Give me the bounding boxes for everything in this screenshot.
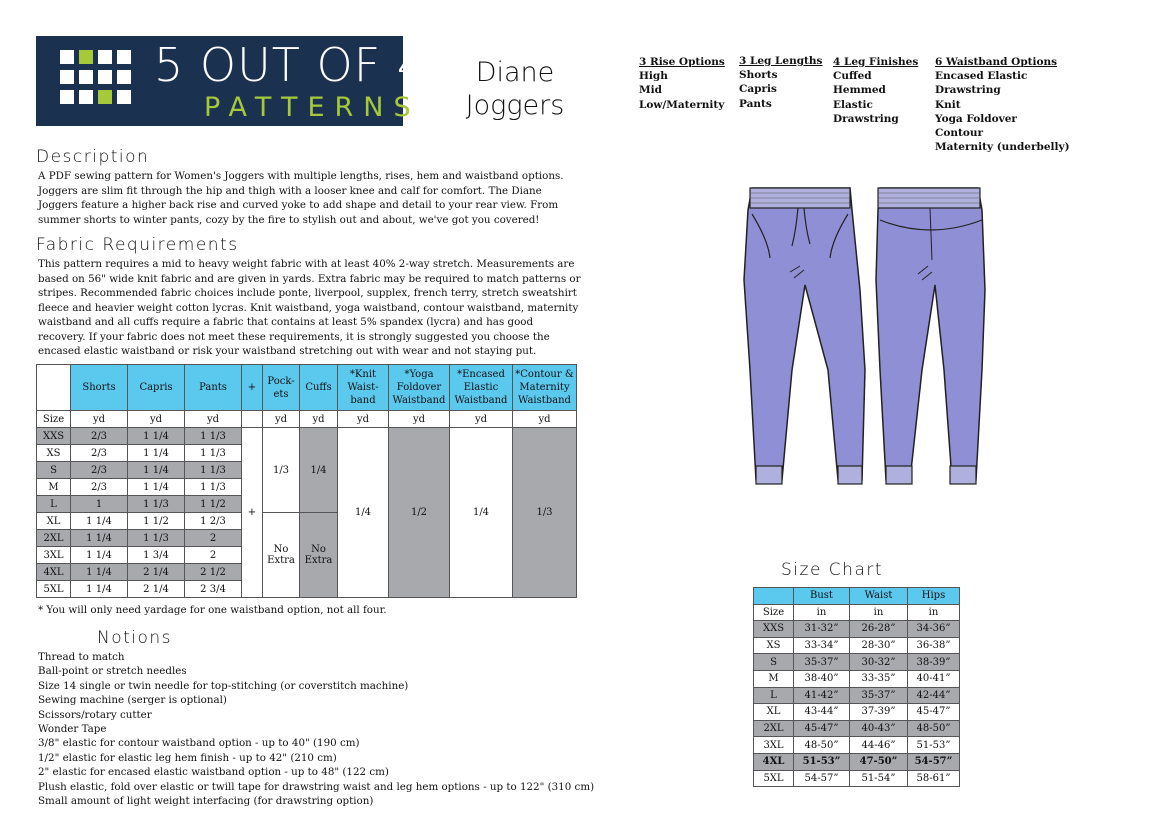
notions-list (38, 650, 594, 808)
unit-cell: yd (263, 411, 300, 428)
size-chart-cell: 4XL (754, 753, 794, 770)
shorts-cell: 1 1/4 (71, 530, 128, 547)
size-chart-cell: 51-54” (850, 770, 908, 787)
table-row (754, 753, 960, 770)
logo-square (117, 90, 131, 104)
shorts-cell: 1 1/4 (71, 547, 128, 564)
col-header: *Yoga Foldover Waistband (389, 365, 450, 411)
option-item: Encased Elastic (935, 70, 1028, 83)
description-text: A PDF sewing pattern for Women's Joggers with multiple lengths, rises, hem and waistband options. Joggers are slim fit through the hip and thigh with a looser knee and calf for comfort. The Diane Joggers feature a higher back rise and curved yoke to add shape and detail to your rear view. From summer shorts to winter pants, cozy by the fire to stylish out and about, we've got you covered! (38, 170, 564, 226)
size-chart-cell: XL (754, 704, 794, 721)
option-item: Knit (935, 98, 961, 111)
notion-item: 1/2" elastic for elastic leg hem finish - up to 42" (210 cm) (38, 751, 337, 764)
size-chart-cell: 5XL (754, 770, 794, 787)
size-chart-cell: 35-37” (850, 687, 908, 704)
cuffs-small-cell: 1/4 (300, 428, 338, 513)
logo-square (79, 90, 93, 104)
unit-cell: yd (513, 411, 577, 428)
logo-square (117, 70, 131, 84)
pants-cell: 1 1/3 (185, 479, 242, 496)
size-cell: L (37, 496, 71, 513)
size-chart-header (754, 588, 794, 605)
size-chart-cell: 2XL (754, 720, 794, 737)
option-item: Cuffed (833, 70, 872, 83)
table-row (754, 621, 960, 638)
col-header: Shorts (71, 365, 128, 411)
table-row (754, 704, 960, 721)
pants-cell: 1 1/3 (185, 445, 242, 462)
size-cell: XXS (37, 428, 71, 445)
size-chart-cell: 38-39” (908, 654, 960, 671)
unit-cell: yd (71, 411, 128, 428)
size-chart-cell: 58-61” (908, 770, 960, 787)
shorts-cell: 2/3 (71, 479, 128, 496)
col-header: Cuffs (300, 365, 338, 411)
size-chart-cell: 37-39” (850, 704, 908, 721)
option-item: Drawstring (935, 84, 1001, 97)
brand-logo (36, 36, 428, 126)
size-chart-cell: 40-43” (850, 720, 908, 737)
logo-square (79, 70, 93, 84)
rise-options-heading: 3 Rise Options (639, 56, 725, 68)
size-chart-cell: 40-41” (908, 670, 960, 687)
size-chart-header: Hips (908, 588, 960, 605)
plus-cell: + (242, 428, 263, 598)
knit-waistband-cell: 1/4 (338, 428, 389, 598)
size-chart-cell: 45-47” (908, 704, 960, 721)
unit-cell: yd (185, 411, 242, 428)
size-cell: M (37, 479, 71, 496)
shorts-cell: 1 1/4 (71, 564, 128, 581)
size-cell: 3XL (37, 547, 71, 564)
pockets-large-cell: No Extra (263, 513, 300, 598)
size-cell: S (37, 462, 71, 479)
notion-item: 2" elastic for encased elastic waistband option - up to 48" (122 cm) (38, 766, 389, 779)
contour-waistband-cell: 1/3 (513, 428, 577, 598)
notion-item: 3/8" elastic for contour waistband option - up to 40" (190 cm) (38, 737, 360, 750)
size-chart-cell: 48-50” (794, 737, 850, 754)
notion-item: Thread to match (38, 651, 125, 663)
size-chart-cell: 33-35” (850, 670, 908, 687)
capris-cell: 1 1/4 (128, 428, 185, 445)
size-chart-cell: S (754, 654, 794, 671)
col-header: Pants (185, 365, 242, 411)
waistband-options (935, 55, 1070, 154)
table-row (754, 737, 960, 754)
unit-cell: yd (389, 411, 450, 428)
size-chart-cell: 42-44” (908, 687, 960, 704)
option-item: Yoga Foldover (935, 112, 1017, 125)
capris-cell: 1 1/3 (128, 496, 185, 513)
capris-cell: 1 1/3 (128, 530, 185, 547)
table-row (754, 687, 960, 704)
description-heading: Description (36, 147, 150, 167)
size-chart-cell: XS (754, 637, 794, 654)
size-chart-cell: 43-44” (794, 704, 850, 721)
units-label: Size (37, 411, 71, 428)
size-chart-cell: 54-57” (794, 770, 850, 787)
capris-cell: 2 1/4 (128, 564, 185, 581)
leg-length-heading: 3 Leg Lengths (739, 55, 823, 67)
col-header: + (242, 365, 263, 411)
size-chart-cell: 44-46” (850, 737, 908, 754)
pants-cell: 1 2/3 (185, 513, 242, 530)
option-item: Low/Maternity (639, 98, 725, 111)
capris-cell: 1 1/4 (128, 462, 185, 479)
size-chart-cell: 47-50” (850, 753, 908, 770)
option-item: Hemmed (833, 84, 886, 97)
notion-item: Wonder Tape (38, 723, 107, 736)
size-chart-cell: 41-42” (794, 687, 850, 704)
pants-cell: 2 (185, 530, 242, 547)
pants-cell: 1 1/3 (185, 462, 242, 479)
unit-cell: yd (300, 411, 338, 428)
size-chart-cell: 51-53” (908, 737, 960, 754)
size-chart-header: Bust (794, 588, 850, 605)
logo-subtitle: PATTERNS (204, 92, 421, 123)
shorts-cell: 1 (71, 496, 128, 513)
notion-item: Sewing machine (serger is optional) (38, 694, 227, 707)
shorts-cell: 1 1/4 (71, 581, 128, 598)
back-view-pants (876, 188, 985, 484)
col-header: Pock-ets (263, 365, 300, 411)
option-item: Elastic (833, 98, 873, 111)
col-header: *Contour & Maternity Waistband (513, 365, 577, 411)
size-chart-cell: 28-30” (850, 637, 908, 654)
size-cell: XL (37, 513, 71, 530)
logo-square (79, 50, 93, 64)
fabric-table (36, 364, 577, 598)
capris-cell: 1 3/4 (128, 547, 185, 564)
size-cell: 5XL (37, 581, 71, 598)
logo-square (60, 70, 74, 84)
notions-heading: Notions (97, 628, 173, 648)
notion-item: Size 14 single or twin needle for top-stitching (or coverstitch machine) (38, 679, 409, 692)
size-chart-cell: 48-50” (908, 720, 960, 737)
unit-cell: yd (338, 411, 389, 428)
logo-square (117, 50, 131, 64)
unit-cell: yd (128, 411, 185, 428)
rise-options (639, 55, 725, 112)
option-item: Contour (935, 127, 984, 140)
notion-item: Scissors/rotary cutter (38, 708, 152, 721)
size-chart-table (753, 587, 960, 787)
pants-cell: 2 1/2 (185, 564, 242, 581)
size-chart-cell: 30-32” (850, 654, 908, 671)
size-chart-cell: 33-34” (794, 637, 850, 654)
size-chart-unit: in (794, 604, 850, 621)
leg-finish-options (833, 55, 918, 126)
option-item: High (639, 70, 668, 83)
shorts-cell: 2/3 (71, 428, 128, 445)
size-chart-cell: 26-28” (850, 621, 908, 638)
table-row (754, 770, 960, 787)
option-item: Maternity (underbelly) (935, 141, 1070, 154)
pants-cell: 1 1/3 (185, 428, 242, 445)
capris-cell: 1 1/4 (128, 445, 185, 462)
col-header: Capris (128, 365, 185, 411)
size-chart-cell: 54-57” (908, 753, 960, 770)
pants-cell: 1 1/2 (185, 496, 242, 513)
notion-item: Small amount of light weight interfacing (for drawstring option) (38, 795, 374, 808)
size-chart-cell: 3XL (754, 737, 794, 754)
waistband-heading: 6 Waistband Options (935, 56, 1058, 68)
table-row (754, 720, 960, 737)
leg-finish-heading: 4 Leg Finishes (833, 56, 919, 68)
size-cell: 4XL (37, 564, 71, 581)
shorts-cell: 2/3 (71, 462, 128, 479)
col-header: *Knit Waist-band (338, 365, 389, 411)
unit-cell (242, 411, 263, 428)
size-chart-cell: 31-32” (794, 621, 850, 638)
size-chart-cell: 34-36” (908, 621, 960, 638)
logo-square (98, 50, 112, 64)
unit-cell: yd (450, 411, 513, 428)
fabric-heading: Fabric Requirements (36, 235, 239, 255)
logo-square (60, 50, 74, 64)
size-chart-unit: in (850, 604, 908, 621)
size-chart-unit: Size (754, 604, 794, 621)
pants-cell: 2 (185, 547, 242, 564)
leg-length-options (739, 54, 822, 111)
size-chart-header: Waist (850, 588, 908, 605)
notion-item: Ball-point or stretch needles (38, 665, 187, 678)
col-header: *Encased Elastic Waistband (450, 365, 513, 411)
pattern-title-line1: Diane (475, 57, 555, 88)
front-view-pants (744, 188, 865, 484)
table-row (754, 654, 960, 671)
size-chart-cell: 35-37” (794, 654, 850, 671)
capris-cell: 1 1/4 (128, 479, 185, 496)
size-chart-cell: L (754, 687, 794, 704)
table-row (754, 637, 960, 654)
fabric-text: This pattern requires a mid to heavy weight fabric with at least 40% 2-way stretch. Measurements are based on 56" wide knit fabric and are given in yards. Extra fabric may be required to match patterns or stripes. Recommended fabric choices include ponte, liverpool, supplex, french terry, stretch sweatshirt fleece and heavier weight cotton lycras. Knit waistband, yoga waistband, contour waistband, maternity waistband and all cuffs require a fabric that contains at least 5% spandex (lycra) and has good recovery. If your fabric does not meet these requirements, it is strongly suggested you choose the encased elastic waistband or risk your waistband stretching out with wear and not staying put. (38, 258, 581, 357)
size-cell: 2XL (37, 530, 71, 547)
size-chart-heading: Size Chart (781, 560, 884, 580)
shorts-cell: 2/3 (71, 445, 128, 462)
pockets-small-cell: 1/3 (263, 428, 300, 513)
jogger-illustration (730, 180, 990, 520)
cuffs-large-cell: No Extra (300, 513, 338, 598)
option-item: Drawstring (833, 112, 899, 125)
logo-square (98, 90, 112, 104)
logo-title: 5 OUT OF 4 (154, 38, 428, 92)
size-chart-cell: 38-40” (794, 670, 850, 687)
option-item: Mid (639, 84, 662, 97)
encased-waistband-cell: 1/4 (450, 428, 513, 598)
option-item: Capris (739, 83, 777, 96)
option-item: Shorts (739, 69, 778, 82)
capris-cell: 2 1/4 (128, 581, 185, 598)
pattern-title-line2: Joggers (465, 90, 565, 121)
size-chart-cell: XXS (754, 621, 794, 638)
yoga-waistband-cell: 1/2 (389, 428, 450, 598)
size-chart-cell: M (754, 670, 794, 687)
size-chart-cell: 51-53” (794, 753, 850, 770)
logo-square (60, 90, 74, 104)
shorts-cell: 1 1/4 (71, 513, 128, 530)
table-row (754, 670, 960, 687)
option-item: Pants (739, 97, 772, 110)
fabric-footnote: * You will only need yardage for one waistband option, not all four. (38, 604, 387, 616)
pants-cell: 2 3/4 (185, 581, 242, 598)
capris-cell: 1 1/2 (128, 513, 185, 530)
size-chart-cell: 36-38” (908, 637, 960, 654)
size-chart-cell: 45-47” (794, 720, 850, 737)
logo-square (98, 70, 112, 84)
size-cell: XS (37, 445, 71, 462)
table-corner (37, 365, 71, 411)
notion-item: Plush elastic, fold over elastic or twill tape for drawstring waist and leg hem options - up to 122" (310 cm) (38, 780, 595, 793)
size-chart-unit: in (908, 604, 960, 621)
pattern-title (440, 56, 590, 122)
